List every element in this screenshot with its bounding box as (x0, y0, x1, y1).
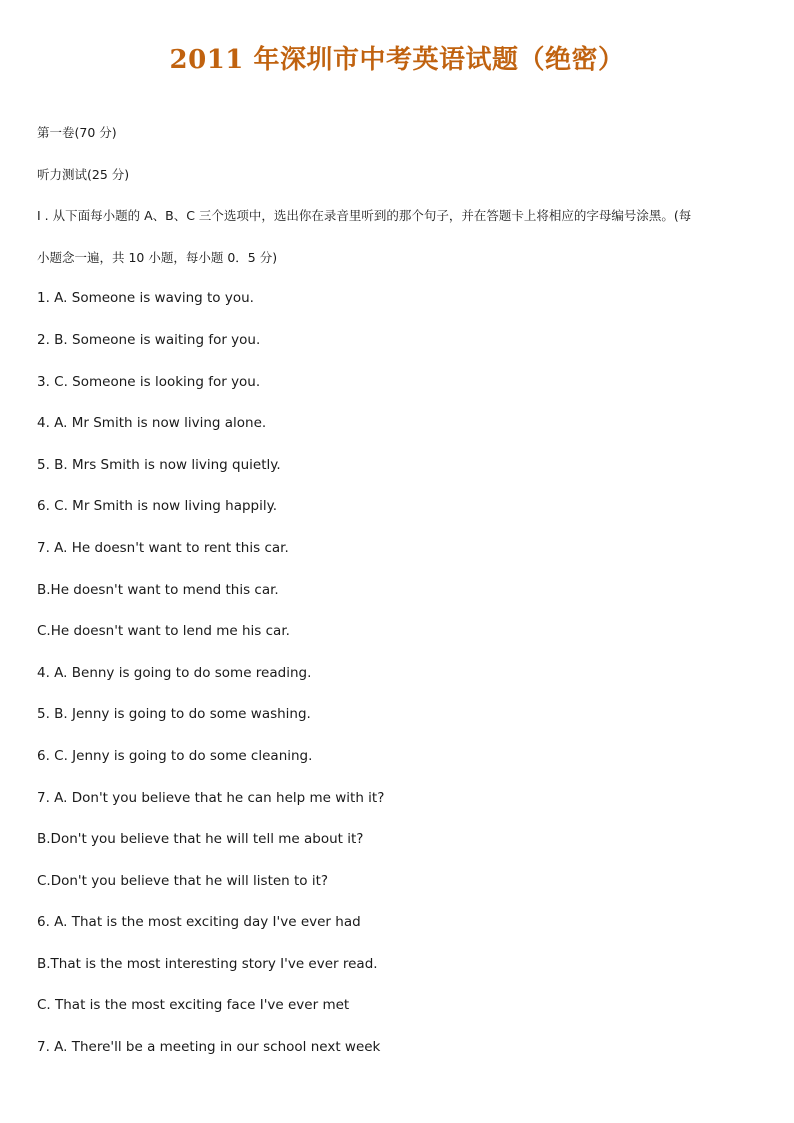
subsection-header: 听力测试(25 分) (37, 166, 130, 182)
option-line: B.That is the most interesting story I've ever read. (37, 955, 378, 972)
question-line: 2. B. Someone is waiting for you. (37, 331, 261, 348)
question-line: 7. A. There'll be a meeting in our school next week (37, 1039, 381, 1056)
option-line: B.He doesn't want to mend this car. (37, 581, 279, 598)
question-line: 7. A. Don't you believe that he can help me with it? (37, 789, 385, 806)
section-header: 第一卷(70 分) (37, 125, 117, 140)
question-line: 4. A. Benny is going to do some reading. (37, 664, 312, 681)
question-line: 3. C. Someone is looking for you. (37, 373, 261, 390)
instruction-line-1: I . 从下面每小题的 A、B、C 三个选项中，选出你在录音里听到的那个句子，并在答题卡上将相应的字母编号涂黑。(每 (37, 208, 692, 224)
question-line: 5. B. Jenny is going to do some washing. (37, 706, 311, 723)
page-title: 2011 年深圳市中考英语试题（绝密） (169, 45, 625, 75)
question-line: 5. B. Mrs Smith is now living quietly. (37, 456, 281, 473)
document-body (37, 112, 765, 1069)
question-line: 6. C. Mr Smith is now living happily. (37, 498, 277, 515)
option-line: B.Don't you believe that he will tell me about it? (37, 831, 364, 848)
option-line: C. That is the most exciting face I've ever met (37, 997, 350, 1014)
question-line: 4. A. Mr Smith is now living alone. (37, 415, 267, 432)
option-line: C.He doesn't want to lend me his car. (37, 623, 290, 640)
option-line: C.Don't you believe that he will listen to it? (37, 872, 329, 889)
question-line: 6. C. Jenny is going to do some cleaning. (37, 747, 313, 764)
question-line: 7. A. He doesn't want to rent this car. (37, 539, 289, 556)
question-line: 1. A. Someone is waving to you. (37, 290, 254, 307)
instruction-line-2: 小题念一遍，共 10 小题，每小题 0．5 分) (37, 249, 278, 265)
question-line: 6. A. That is the most exciting day I've ever had (37, 914, 361, 931)
